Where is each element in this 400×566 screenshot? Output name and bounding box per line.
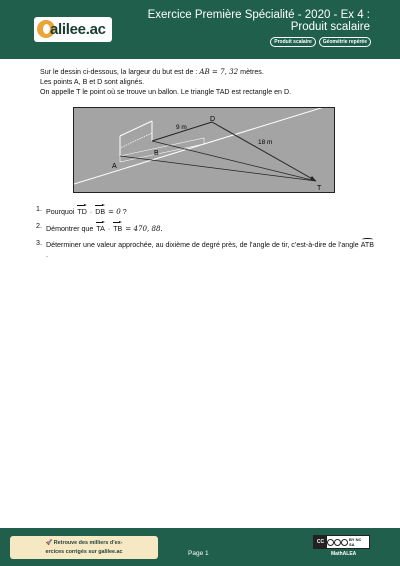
ab-length-math: AB = 7, 32 <box>199 67 239 76</box>
question-3-body: Déterminer une valeur approchée, au dixième de degré près, de l’angle de tir, c’est-à-dire de l’angle <box>46 241 359 249</box>
tag-produit-scalaire[interactable]: Produit scalaire <box>270 37 316 47</box>
question-1-text <box>46 204 127 217</box>
promo-box[interactable] <box>10 536 158 559</box>
segment-bt <box>152 141 316 181</box>
cc-logo-icon: CC <box>314 536 327 548</box>
label-d: D <box>210 116 216 123</box>
mathalea-credit: MathALEA <box>331 551 357 557</box>
question-number: 1. <box>36 205 42 213</box>
logo-text: alilee.ac <box>50 21 106 38</box>
intro-line-1 <box>40 67 370 77</box>
angle-atb: ATB <box>361 238 374 250</box>
dot-operator: · <box>89 208 93 216</box>
intro-line-1-unit: mètres. <box>240 68 264 76</box>
field-line <box>74 108 334 184</box>
by-icon <box>327 539 334 546</box>
question-number: 2. <box>36 222 42 230</box>
label-a: A <box>112 163 117 170</box>
goal-crossbar <box>120 121 152 136</box>
intro-line-3: On appelle T le point où se trouve un ballon. Le triangle TAD est rectangle en D. <box>40 88 292 97</box>
segment-dt <box>212 122 316 181</box>
question-number: 3. <box>36 239 42 247</box>
license-badge[interactable] <box>313 535 370 549</box>
promo-line-1: 🚀 Retrouve des milliers d’ex- <box>45 540 123 546</box>
page-number: Page 1 <box>188 550 209 557</box>
galilee-logo[interactable] <box>34 17 112 42</box>
tag-geometrie-reperee[interactable]: Géométrie repérée <box>319 37 371 47</box>
exercise-title: Exercice Première Spécialité - 2020 - Ex 4 : Produit scalaire <box>147 9 370 33</box>
tag-list <box>270 37 371 47</box>
question-1-math: = 0 <box>108 207 121 216</box>
question-2-prefix: Démontrer que <box>46 225 94 233</box>
promo-line-2: ercices corrigés sur galilee.ac <box>45 549 123 555</box>
header-banner <box>0 0 400 59</box>
question-item <box>36 204 374 217</box>
question-2-text <box>46 221 163 234</box>
question-2-math: = 470, 88. <box>125 224 163 233</box>
question-item <box>36 221 374 234</box>
goal-diagram <box>74 108 334 192</box>
length-bd-label: 9 m <box>176 124 187 131</box>
license-icons <box>327 539 348 546</box>
question-1-suffix: ? <box>122 208 127 216</box>
exercise-intro <box>40 67 370 98</box>
goal-figure <box>73 107 335 193</box>
intro-line-2: Les points A, B et D sont alignés. <box>40 78 145 87</box>
question-3-text <box>46 238 374 260</box>
intro-line-1-text: Sur le dessin ci-dessous, la largeur du but est de : <box>40 68 198 76</box>
vector-td: TD <box>77 204 86 217</box>
segment-at <box>120 156 316 181</box>
question-list <box>36 204 374 264</box>
dot-operator: · <box>107 225 111 233</box>
goal-area <box>120 138 204 162</box>
length-dt-label: 18 m <box>258 139 273 146</box>
question-item <box>36 238 374 260</box>
vector-db: DB <box>95 204 105 217</box>
question-1-prefix: Pourquoi <box>46 208 75 216</box>
question-3-suffix: . <box>46 251 48 259</box>
license-text: BY NC SA <box>348 537 362 547</box>
label-b: B <box>154 150 159 157</box>
vector-ta: TA <box>96 221 105 234</box>
goal-net <box>120 121 152 148</box>
sa-icon <box>341 539 348 546</box>
vector-tb: TB <box>113 221 122 234</box>
label-t: T <box>317 185 322 192</box>
nc-icon <box>334 539 341 546</box>
footer-banner <box>0 528 400 566</box>
